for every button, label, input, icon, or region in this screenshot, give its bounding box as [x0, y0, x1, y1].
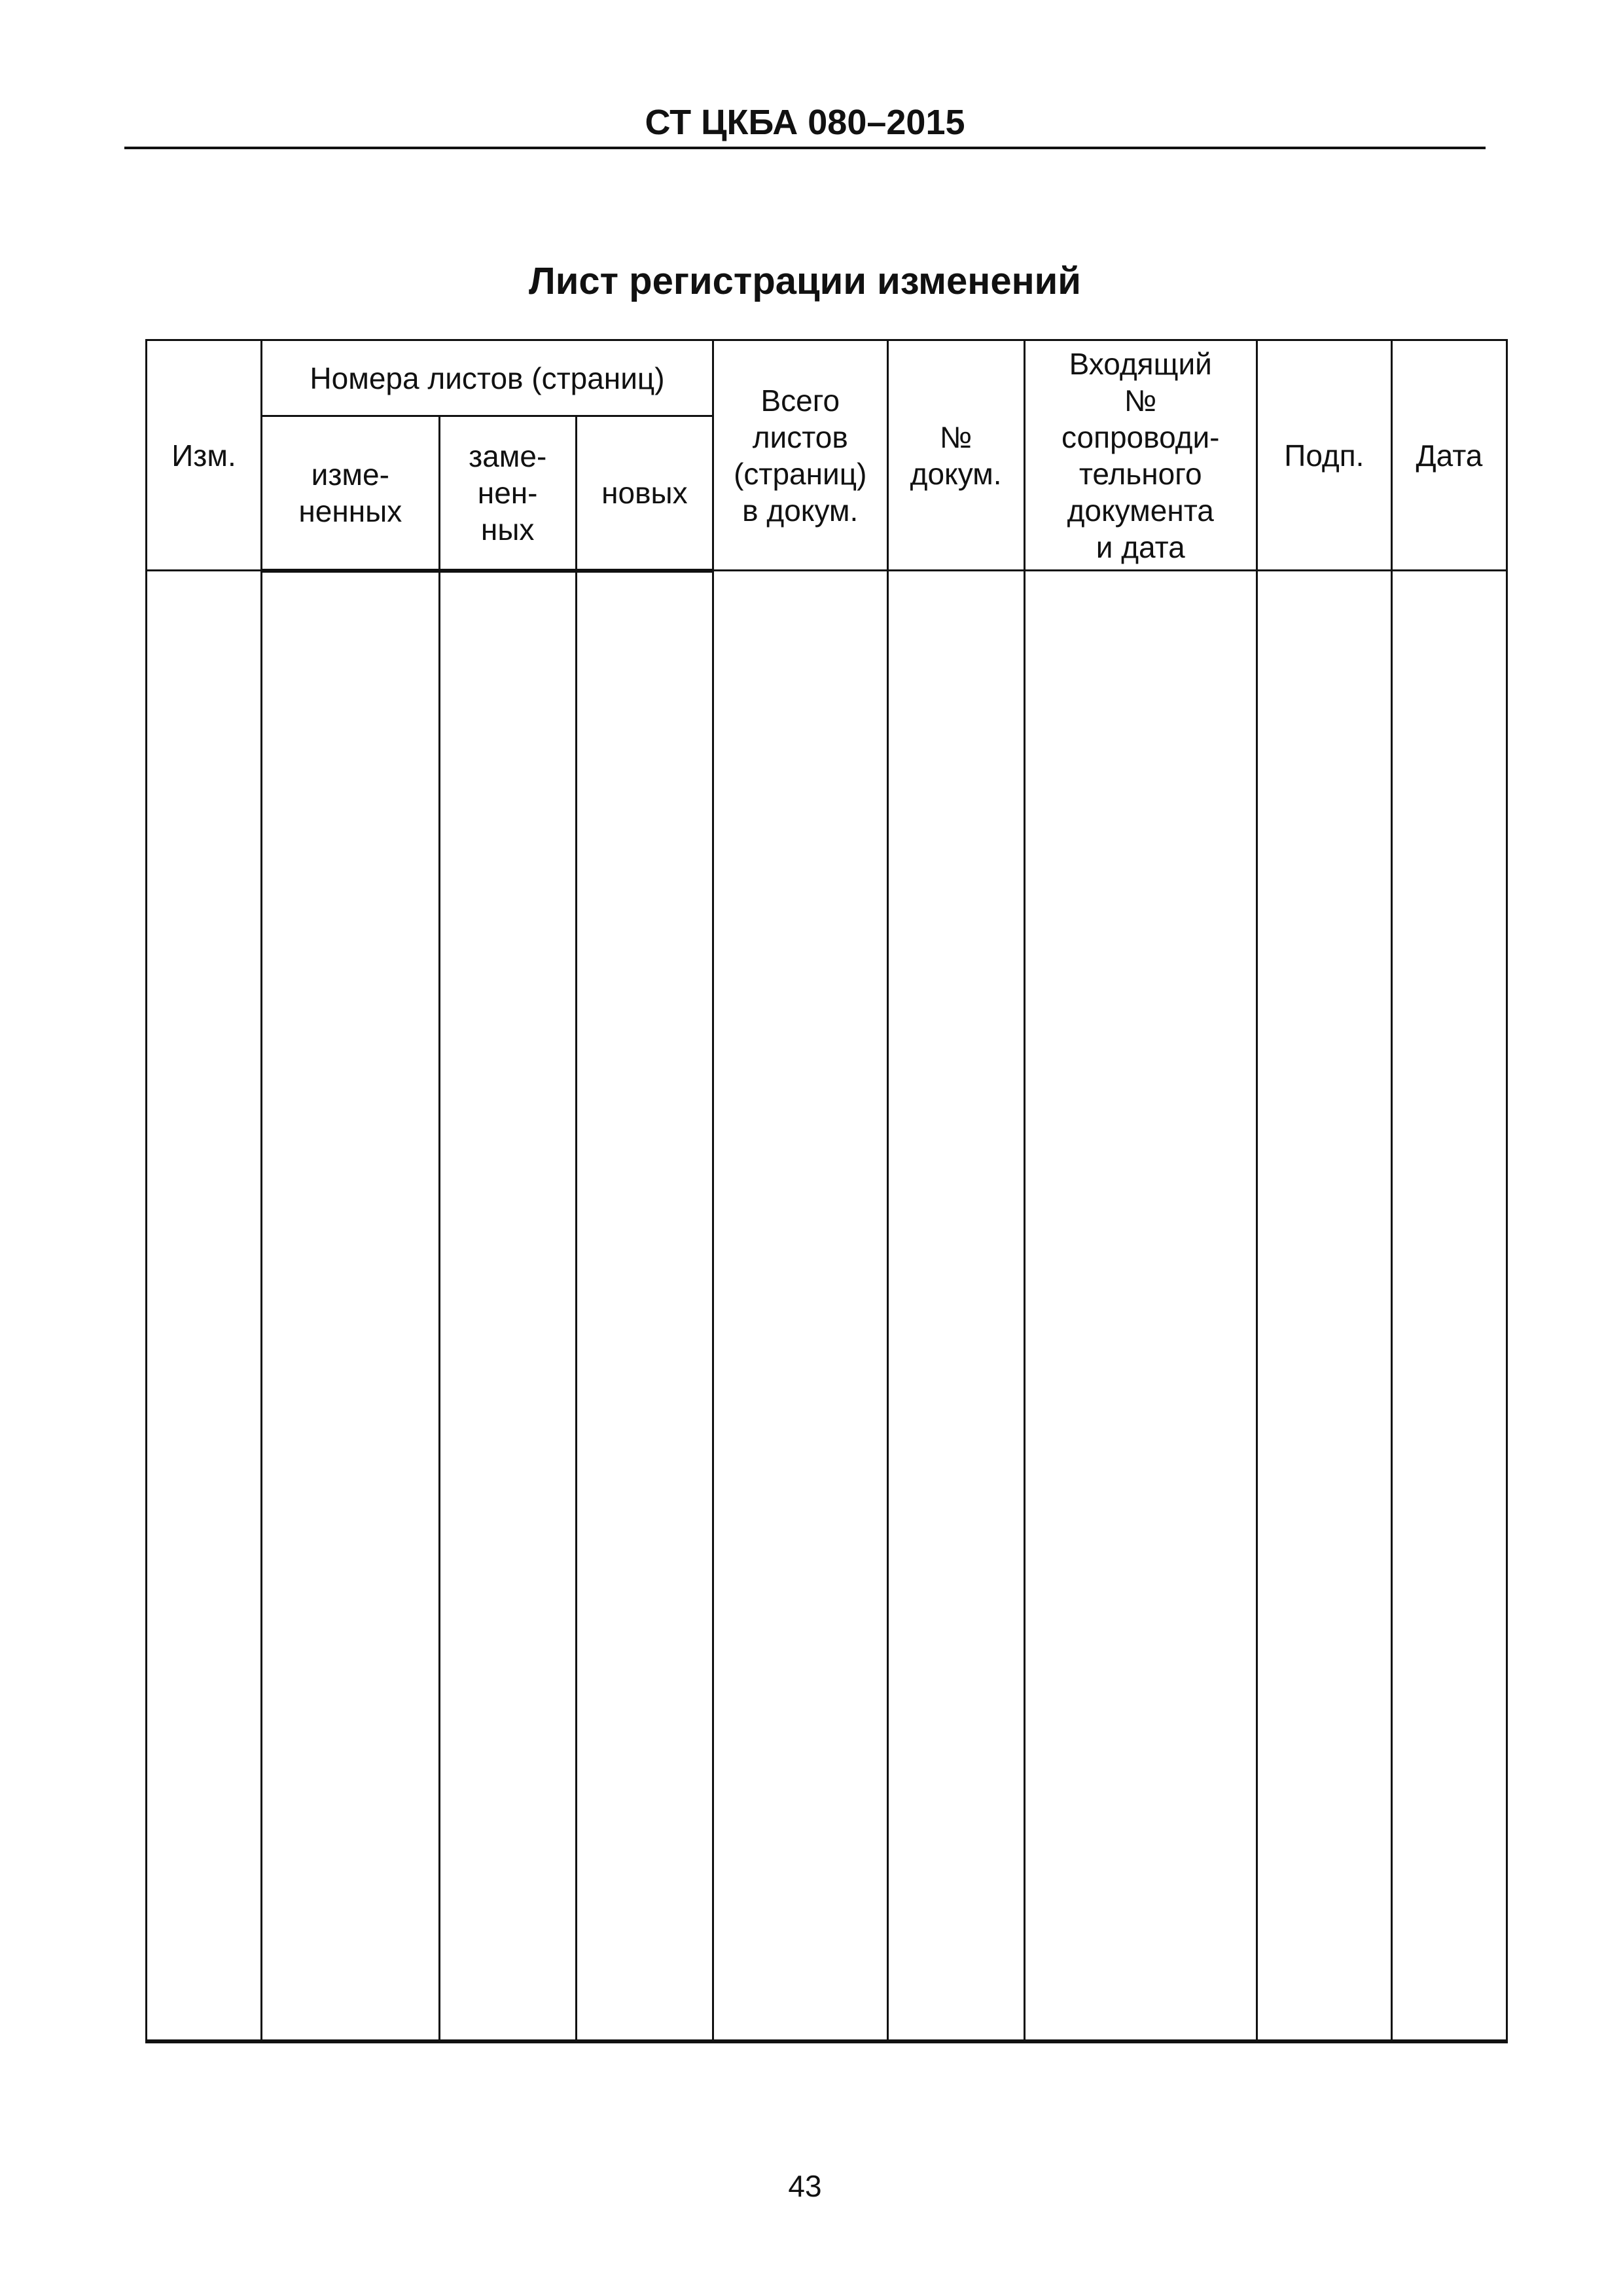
- col-izm-header: Изм.: [147, 340, 262, 571]
- document-code-header: СТ ЦКБА 080–2015: [645, 103, 965, 142]
- table-cell: [576, 571, 713, 2042]
- col-total-sheets-label: Всего листов (страниц) в докум.: [734, 383, 867, 528]
- header-row-1: [147, 340, 1507, 416]
- col-group-pages-header: Номера листов (страниц): [262, 340, 713, 416]
- table-cell: [1391, 571, 1507, 2042]
- col-incoming-doc-header: [1024, 340, 1257, 571]
- col-total-sheets-header: [713, 340, 887, 571]
- table-cell: [439, 571, 576, 2042]
- table-cell: [1024, 571, 1257, 2042]
- col-replaced-header: [439, 416, 576, 571]
- col-changed-header: [262, 416, 440, 571]
- table-cell: [887, 571, 1024, 2042]
- table-cell: [262, 571, 440, 2042]
- change-registration-table: [145, 339, 1508, 2043]
- col-date-header: Дата: [1391, 340, 1507, 571]
- col-signature-header: Подп.: [1257, 340, 1391, 571]
- col-doc-number-label: № докум.: [910, 420, 1002, 491]
- table-cell: [1257, 571, 1391, 2042]
- col-doc-number-header: [887, 340, 1024, 571]
- table-cell: [147, 571, 262, 2042]
- page-title: Лист регистрации изменений: [529, 260, 1081, 302]
- table-row: [147, 571, 1507, 2042]
- col-incoming-doc-label: Входящий № сопроводи- тельного документа и дата: [1061, 346, 1220, 564]
- col-new-header: новых: [576, 416, 713, 571]
- col-changed-label: изме- ненных: [298, 457, 402, 528]
- header-rule: [124, 147, 1486, 149]
- table-cell: [713, 571, 887, 2042]
- col-replaced-label: заме- нен- ных: [469, 439, 547, 547]
- page-number: 43: [788, 2169, 822, 2203]
